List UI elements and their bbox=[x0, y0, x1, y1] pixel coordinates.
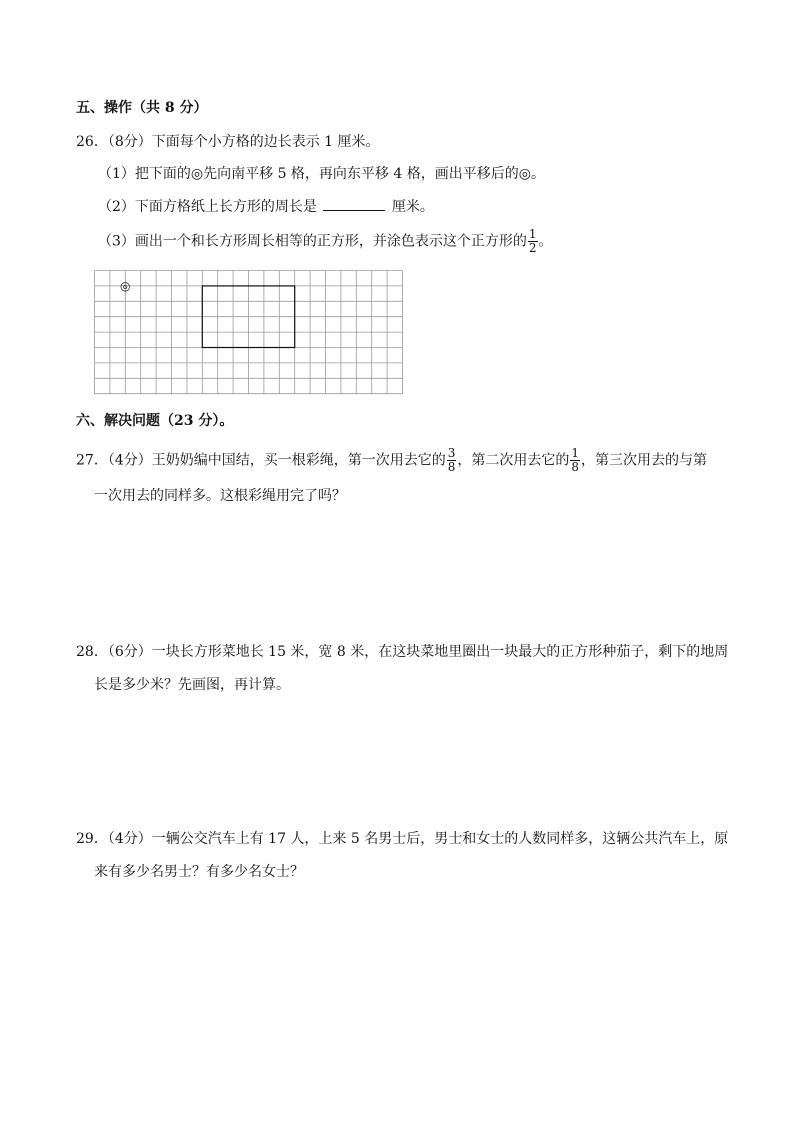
question-26-part-3 bbox=[98, 228, 553, 255]
answer-blank[interactable] bbox=[323, 196, 385, 211]
section-6-title: 六、解决问题（23 分）。 bbox=[76, 413, 234, 429]
square-grid[interactable] bbox=[94, 270, 404, 396]
question-26-part-1: （1）把下面的◎先向南平移 5 格，再向东平移 4 格，画出平移后的◎。 bbox=[98, 166, 545, 182]
section-5-title: 五、操作（共 8 分） bbox=[76, 100, 208, 116]
q27-text-3: ，第三次用去的与第 bbox=[581, 452, 708, 469]
question-27-line-1 bbox=[76, 447, 707, 474]
question-28-line-1: 28．（6分）一块长方形菜地长 15 米，宽 8 米，在这块菜地里圈出一块最大的正方形种茄子，剩下的地周 bbox=[76, 644, 729, 660]
part-2-text: （2）下面方格纸上长方形的周长是 bbox=[98, 199, 317, 215]
fraction-one-half: $\frac{1}{2}$ bbox=[528, 227, 537, 255]
question-26-stem: 26．（8分）下面每个小方格的边长表示 1 厘米。 bbox=[76, 134, 380, 150]
question-27-line-2: 一次用去的同样多。这根彩绳用完了吗？ bbox=[94, 488, 346, 504]
circle-marker-icon: ◎ bbox=[120, 278, 131, 293]
q27-text-1: 27．（4分）王奶奶编中国结，买一根彩绳，第一次用去它的 bbox=[76, 452, 446, 469]
question-28-line-2: 长是多少米？先画图，再计算。 bbox=[94, 677, 290, 693]
part-3-end: 。 bbox=[538, 233, 553, 250]
part-3-text: （3）画出一个和长方形周长相等的正方形，并涂色表示这个正方形的 bbox=[98, 233, 527, 250]
q27-text-2: ，第二次用去它的 bbox=[457, 452, 570, 469]
question-29-line-2: 来有多少名男士？有多少名女士？ bbox=[94, 864, 304, 880]
fraction-three-eighths: $\frac{3}{8}$ bbox=[447, 446, 456, 474]
question-29-line-1: 29．（4分）一辆公交汽车上有 17 人，上来 5 名男士后，男士和女士的人数同样多，这辆公共汽车上，原 bbox=[76, 831, 729, 847]
part-2-unit: 厘米。 bbox=[391, 199, 434, 215]
fraction-one-eighth: $\frac{1}{8}$ bbox=[571, 446, 580, 474]
question-26-part-2 bbox=[98, 196, 434, 217]
